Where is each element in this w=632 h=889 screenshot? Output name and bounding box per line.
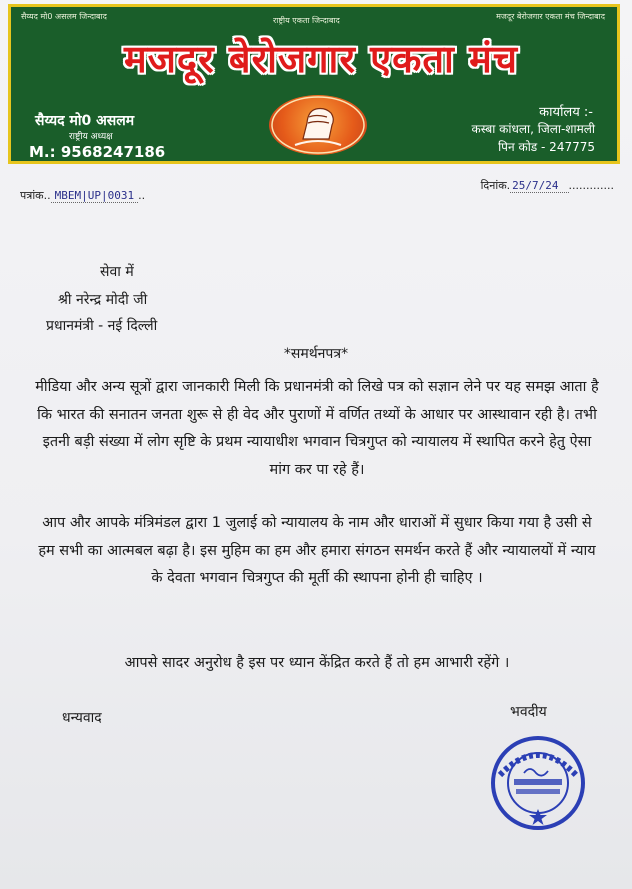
letterhead-banner (8, 4, 620, 164)
seal-graphic (490, 735, 586, 831)
slogan-center: राष्ट्रीय एकता जिन्दाबाद (273, 16, 340, 25)
reference-line: पत्रांक.. MBEM|UP|0031 .. (20, 189, 146, 202)
office-pin-code: पिन कोड - 247775 (498, 140, 595, 154)
office-address: कस्बा कांधला, जिला-शामली (471, 122, 595, 136)
letter-subject: *समर्थनपत्र* (283, 346, 349, 362)
body-paragraph-3: आपसे सादर अनुरोध है इस पर ध्यान केंद्रित करते हैं तो हम आभारी रहेंगे । (124, 655, 510, 671)
recipient-salutation: सेवा में (100, 264, 134, 280)
slogan-left: सैय्यद मो0 असलम जिन्दाबाद (21, 12, 107, 21)
date-line: दिनांक. 25/7/24 ............. (480, 179, 614, 192)
office-label: कार्यालय :- (539, 105, 593, 120)
body-paragraph-2: आप और आपके मंत्रिमंडल द्वारा 1 जुलाई को न्यायालय के नाम और धाराओं में सुधार किया गया है उसी से हम सभी का आत्मबल बढ़ा है। इस मुहिम का हम और हमारा संगठन समर्थन करते हैं और न्यायालयों में न्याय के देवता भगवान चित्रगुप्त की मूर्ती की स्थापना होनी ही चाहिए । (38, 515, 596, 586)
fist-logo-graphic (269, 95, 367, 155)
closing-yours: भवदीय (510, 704, 547, 720)
date-label: दिनांक (480, 179, 507, 192)
organization-name: मजदूर बेरोजगार एकता मंच (124, 37, 518, 81)
president-title: राष्ट्रीय अध्यक्ष (69, 132, 113, 142)
reference-number: MBEM|UP|0031 (51, 189, 138, 203)
recipient-designation: प्रधानमंत्री - नई दिल्ली (46, 318, 158, 334)
fist-logo-icon (269, 95, 367, 155)
body-paragraph-1: मीडिया और अन्य सूत्रों द्वारा जानकारी मिली कि प्रधानमंत्री को लिखे पत्र को सज्ञान लेने पर यह समझ आता है कि भारत की सनातन जनता शुरू से ही वेद और पुराणों में वर्णित तथ्यों के आधार पर आस्थावान रही है। तभी इतनी बड़ी संख्या में लोग सृष्टि के प्रथम न्यायाधीश भगवान चित्रगुप्त को न्यायालय में स्थापित करने हेतु ऐसा मांग कर पा रहे हैं। (35, 379, 599, 478)
mobile-number: M.: 9568247186 (29, 143, 166, 161)
organization-seal-icon (490, 735, 586, 831)
slogan-right: मजदूर बेरोजगार एकता मंच जिन्दाबाद (496, 12, 605, 21)
closing-thanks: धन्यवाद (62, 710, 102, 726)
president-name: सैय्यद मो0 असलम (35, 113, 135, 129)
date-value: 25/7/24 (510, 179, 568, 193)
recipient-name: श्री नरेन्द्र मोदी जी (58, 292, 148, 308)
reference-label: पत्रांक (20, 189, 44, 202)
